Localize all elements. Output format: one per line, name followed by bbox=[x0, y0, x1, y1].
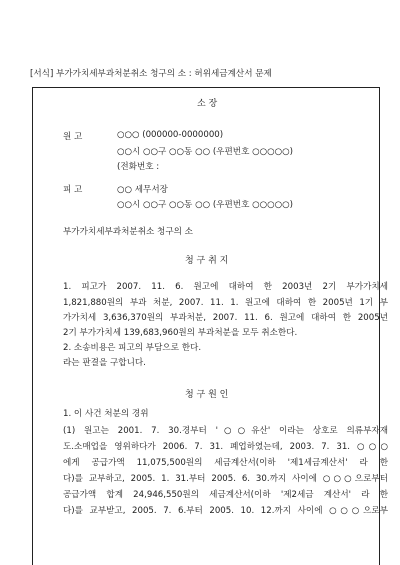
plaintiff-phone: (전화번호 : bbox=[117, 162, 160, 172]
reason-line: (1) 원고는 2001. 7. 30.경부터 '○○유산' 이라는 상호로 의류부자재 bbox=[63, 426, 388, 436]
plaintiff-name: ○○○ (000000-0000000) bbox=[117, 130, 224, 140]
reason-line: 공급가액 합계 24,946,550원의 세금계산서(이하 '제2세금 계산서' 라 한 bbox=[63, 490, 388, 500]
defendant-name: ○○ 세무서장 bbox=[117, 185, 168, 195]
claim-line: 라는 판결을 구합니다. bbox=[63, 358, 146, 368]
defendant-address: ○○시 ○○구 ○○동 ○○ (우편번호 ○○○○○) bbox=[117, 200, 293, 210]
claim-title: 청 구 취 지 bbox=[185, 256, 229, 266]
claim-line: 1. 피고가 2007. 11. 6. 원고에 대하여 한 2003년 2기 부가가치세 bbox=[63, 282, 388, 292]
reason-title: 청 구 원 인 bbox=[185, 390, 229, 400]
reason-line: 다)를 교부받고, 2005. 7. 6.부터 2005. 10. 12.까지 사이에 ○○○으로부 bbox=[63, 506, 388, 516]
document-title: 소 장 bbox=[197, 99, 218, 109]
case-name: 부가가치세부과처분취소 청구의 소 bbox=[63, 227, 193, 237]
plaintiff-address: ○○시 ○○구 ○○동 ○○ (우편번호 ○○○○○) bbox=[117, 147, 293, 157]
document-header: [서식] 부가가치세부과처분취소 청구의 소 : 허위세금계산서 문제 bbox=[30, 69, 272, 79]
reason-line: 에게 공급가액 11,075,500원의 세금계산서(이하 '제1세금계산서' 라 한 bbox=[63, 458, 388, 468]
claim-line: 2기 부가가치세 139,683,960원의 부과처분을 모두 취소한다. bbox=[63, 328, 298, 338]
reason-line: 1. 이 사건 처분의 경위 bbox=[63, 409, 149, 419]
claim-line: 가가치세 3,636,370원의 부과처분, 2007. 11. 6. 원고에 대하여 한 2005년 bbox=[63, 313, 388, 323]
claim-line: 1,821,880원의 부과 처분, 2007. 11. 1. 원고에 대하여 한 2005년 1기 부 bbox=[63, 298, 388, 308]
reason-line: 도.소매업을 영위하다가 2006. 7. 31. 폐업하였는데, 2003. 7. 31. ○○○ bbox=[63, 442, 388, 452]
reason-line: 다)를 교부하고, 2005. 1. 31.부터 2005. 6. 30.까지 사이에 ○○○으로부터 bbox=[63, 474, 388, 484]
plaintiff-label: 원 고 bbox=[63, 132, 83, 142]
claim-line: 2. 소송비용은 피고의 부담으로 한다. bbox=[63, 343, 202, 353]
defendant-label: 피 고 bbox=[63, 185, 83, 195]
